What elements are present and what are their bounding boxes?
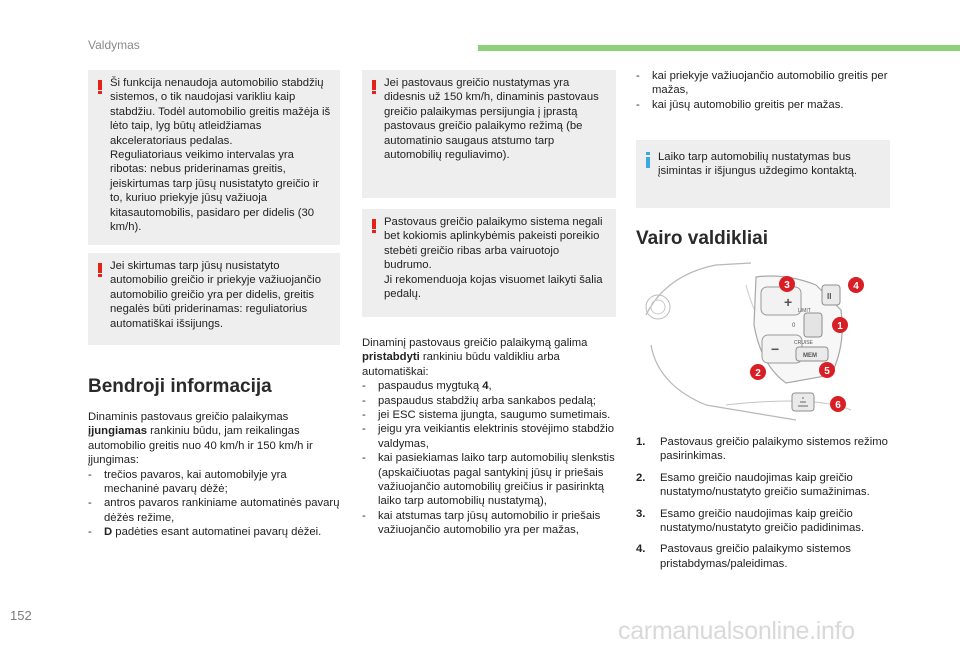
callout-4 [848,277,864,293]
watermark: carmanualsonline.info [618,617,855,645]
pause-conditions-continued [636,69,898,112]
list-item: - antros pavaros rankiniame automatinės pavarų dėžės režime, [88,497,340,524]
warning-text: Jei skirtumas tarp jūsų nusistatyto automobilio greičio ir priekyje važiuojančio automobilio greičio yra per didelis, greitis negalės būti priderinamas: reguliatorius automatiškai išsijungs. [110,260,321,330]
minus-label: − [771,341,780,357]
steering-wheel-outline [646,263,751,315]
numbered-legend [636,435,916,578]
svg-text:3: 3 [784,280,790,291]
info-text: Laiko tarp automobilių nustatymas bus įsimintas ir išjungus uždegimo kontaktą. [658,151,858,178]
svg-text:1: 1 [837,321,843,332]
heading-general-info: Bendroji informacija [88,376,272,397]
legend-item: 1. Pastovaus greičio palaikymo sistemos režimo pasirinkimas. [636,436,888,463]
mode-selector-wheel [804,313,822,337]
callout-1 [832,317,848,333]
warning-text: Ši funkcija nenaudoja automobilio stabdžių sistemos, o tik naudojasi varikliu kaip stabdžiu. Todėl automobilio greitis mažėja iš lėto taip, lyg būtų atleidžiamas akceleratoriaus pedalas. [110,77,331,147]
callout-3 [779,276,795,292]
warning-box-over-150 [362,70,616,198]
svg-text:5: 5 [824,366,830,377]
warning-icon [372,80,376,94]
warning-text: Ji rekomenduoja kojas visuomet laikyti šalia pedalų. [384,273,603,301]
list-item: - paspaudus mygtuką 4, [362,380,492,393]
warning-text: Pastovaus greičio palaikymo sistema negali bet kokiomis aplinkybėmis pakeisti poreikio stebėti greičio ribas arba vairuotojo budrumo. [384,216,603,272]
callout-6 [830,396,846,412]
general-info-intro: Dinaminis pastovaus greičio palaikymas įjungiamas rankiniu būdu, jam reikalingas automobilio greitis nuo 40 km/h ir 150 km/h ir įjungimas: [88,411,313,467]
warning-box-engine-braking [88,70,340,245]
callout-5 [819,362,835,378]
legend-item: 3. Esamo greičio naudojimas kaip greičio nustatymo/nustatyto greičio padidinimas. [636,507,865,535]
list-item: - kai jūsų automobilio greitis per mažas. [636,98,844,111]
airbag-emblem-icon [646,295,670,319]
warning-icon [98,80,102,94]
warning-box-driver-vigilance [362,209,616,317]
svg-text:6: 6 [835,400,841,411]
heading-steering-controls: Vairo valdikliai [636,228,769,249]
list-item: - trečios pavaros, kai automobilyje yra mechaninė pavarų dėžė; [88,468,287,496]
warning-text: Reguliatoriaus veikimo intervalas yra ribotas: nebus priderinamas greitis, jeiskirtumas tarp jūsų nusistatyto greičio ir to, kuriuo priekyje jūsų važiuoja kitasautomobilis, pasidaro per didelis (30 km/h). [110,149,320,234]
svg-text:MEM: MEM [803,353,817,359]
page-number: 152 [10,608,32,623]
warning-box-speed-difference [88,253,340,345]
warning-icon [372,219,376,233]
warning-text: Jei pastovaus greičio nustatymas yra didesnis už 150 km/h, dinaminis pastovaus greičio palaikymas persijungia į įprastą pastovaus greičio palaikymo režimą (be automatinio saugaus atstumo tarp automobilių reguliavimo). [384,77,599,162]
list-item: - D padėties esant automatinei pavarų dėžei. [88,526,322,539]
warning-icon [98,263,102,277]
list-item: - kai atstumas tarp jūsų automobilio ir priešais važiuojančio automobilio yra per mažas, [362,509,601,537]
list-item: - jei ESC sistema įjungta, saugumo sumetimais. [362,409,611,422]
pause-intro: Dinaminį pastovaus greičio palaikymą galima pristabdyti rankiniu būdu valdikliu arba automatiškai: [362,337,588,378]
svg-text:II: II [827,292,832,301]
plus-label: + [784,294,793,310]
header-accent-bar [478,45,960,51]
callout-2 [750,364,766,380]
svg-text:0: 0 [792,323,796,329]
plus-button [761,287,801,315]
svg-text:4: 4 [853,281,859,292]
list-item: - jeigu yra veikiantis elektrinis stovėjimo stabdžio valdymas, [362,423,615,450]
legend-item: 4. Pastovaus greičio palaikymo sistemos pristabdymas/paleidimas. [636,543,851,570]
pause-conditions-body [362,336,618,538]
info-box-time-gap-memory [636,140,890,208]
steering-wheel-controls-figure [636,255,876,425]
legend-item: 2. Esamo greičio naudojimas kaip greičio nustatymo/nustatyto greičio sumažinimas. [636,471,870,499]
list-item: - kai priekyje važiuojančio automobilio greitis per mažas, [636,70,888,97]
general-info-body [88,410,342,540]
info-icon [646,152,650,168]
svg-text:LIMIT: LIMIT [798,308,811,314]
svg-text:CRUISE: CRUISE [794,340,813,346]
svg-text:2: 2 [755,368,761,379]
section-title: Valdymas [88,38,140,52]
list-item: - kai pasiekiamas laiko tarp automobilių slenkstis (apskaičiuotas pagal santykinį jūsų ir priešais važiuojančio automobilių greičius ir pasirinktą laiko tarp automobilių nustatymą), [362,452,615,508]
list-item: - paspaudus stabdžių arba sankabos pedalą; [362,394,596,407]
